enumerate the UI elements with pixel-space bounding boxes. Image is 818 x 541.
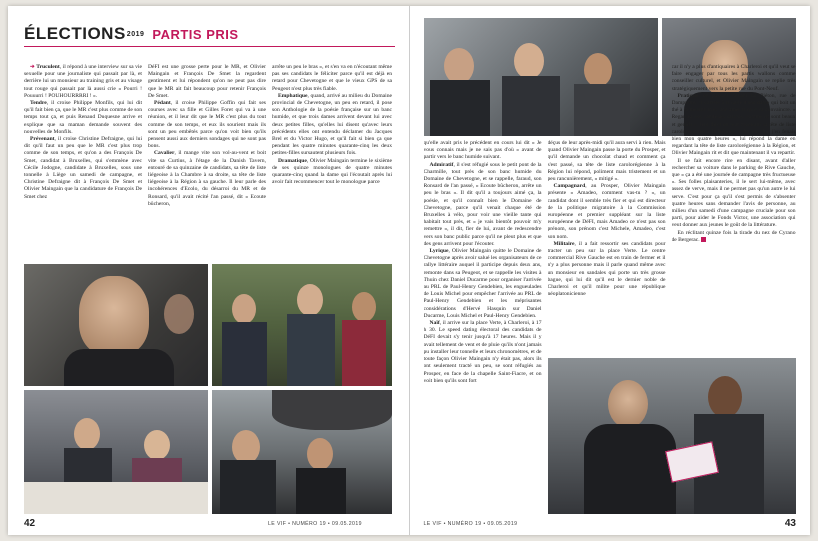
article-column-2: DéFI est une grosse perte pour le MR, et Olivier Maingain et François De Smet la regardent gentiment et lui répondent qu'on ne peut pas dire que le MR ait fait beaucoup pour retenir François De Smet. Pédant, il croise Philippe Goffin qui fait ses courses avec sa fille et Gilles Foret qui va à une réunion, et il leur dit que le MR c'est plus du tout comme de son temps, et eux ils sourient mais ils sont un peu embêtés parce qu'on voit bien qu'ils pensent aussi aux derniers sondages qui ne sont pas bons. Cavalier, il mange vite son vol-au-vent et boit vite sa Curtius, à l'étage de la Danish Tavern, entouré de sa quinzaine de candidats, sa tête de liste liégeoise à la Chambre à sa droite, sa tête de liste liégeoise à la Région à sa gauche. Il leur parle des incohérences d'Ecolo, du désarroi du MR et de Ronsard, qu'il avait récité l'an passé, dit « Ecoute bûcheron, bbox=[148, 64, 266, 207]
photo-street-leaflet bbox=[548, 358, 796, 514]
article-column-3: arrête un peu le bras », et s'en va en n'écoutant même pas ses candidats le féliciter parce qu'il est déjà en retard pour Chevetogne et que le vieux GPS de sa Peugeot n'est plus très fiable. Emphatique, quand, arrivé au milieu du Domaine provincial de Chevetogne, un peu en retard, il pose son Anthologie de la poésie française sur un banc humide, et que trois dames arrivent devant lui avec deux petites filles, qu'elles lui disent qu'avec leurs précédents elles ont entendu déclamer du Jacques Brel et du Victor Hugo, et qu'il fait si bien ça que pendant les quatre minutes quarante-cinq les deux petites-filles sursautent plusieurs fois. Dramatique, Olivier Maingain termine le sixième de ses quinze monologues de quatre minutes quarante-cinq quand la dame qui l'écoutait après lui avoir fait recommencer tout le monologue parce bbox=[272, 64, 392, 186]
photo-cafe-interior bbox=[424, 18, 658, 136]
article-column-5: déçus de leur après-midi qu'il aura servi à rien. Mais quand Olivier Maingain passe la porte du Prosper, et qu'il demande un chocolat chaud et comment ça s'est passé, sa tête de liste carolorégienne à la Région lui répond, poliment mais tristement et un peu rancunièrement, « mitigé ». Campagnard, au Prosper, Olivier Maingain présente « Amadeo, comment vas-tu ? », un candidat dont il semble très fier et qui est directeur de la politique migratoire à la Commission européenne et premier suppléant sur la liste européenne de DéFI, mais Amadeo ce n'est pas son prénom, son prénom c'est Michele, Amadeo, c'est son nom. Militaire, il a fait ressortir ses candidats pour tracter un peu sur la place Verte. Le centre commercial Rive Gauche est en train de fermer et il n'y a plus personne mais il parle quand même avec un monsieur en sandales qui porte un très grosse bague, qui lui dit qu'il est le dernier noble de Charleroi et qu'il milite pour une république néoplatonicienne bbox=[547, 140, 666, 298]
page-number-right: 43 bbox=[784, 518, 796, 529]
article-column-4: qu'elle avait pris le précédent en cours lui dit « Je vous connais mais je ne sais pas d'où » avant de partir vers le banc humide suivant. Admiratif, il s'est réfugié sous le petit pont de la Charmille, tout près de son banc humide du Domaine de Chevetogne, et se rappelle, faraud, son Ronsard de l'an passé, « Ecoute bûcheron, arrête un peu le bras ». Il dit qu'il a toujours aimé ça, la poésie, et qu'il connaît bien le Domaine de Chevetogne, parce qu'il venait chaque été de Bruxelles à vélo, pour voir une vieille tante qui habitait tout près, et « je vais bientôt pouvoir m'y remettre », il dit, fier de lui, avant de redescendre vers son banc public parce qu'il ne pleut plus et que des gens arrivent pour l'écouter. Lyrique, Olivier Maingain quitte le Domaine de Chevetogne après avoir salué les organisateurs de ce rallye littéraire auquel il participe depuis deux ans, remonte dans sa Peugeot, et se rappelle les visites à Thuin chez Daniel Ducarme pour organiser l'arrivée au PRL de Paul-Henry Gendebien, les engueulades de Louis Michel pour empêcher l'arrivée au PRL de Paul-Henry Gendebien et les méprisantes considérations d'Hervé Hasquin sur Daniel Ducarme, Louis Michel et Paul-Henry Gendebien. Naïf, il arrive sur la place Verte, à Charleroi, à 17 h 30. Le speed dating électoral des candidats de DéFI devait s'y tenir jusqu'à 17 heures. Mais il y avait tellement de vent et de pluie qu'ils n'ont jamais pu installer leur tonnelle et leurs chronomètres, et de toute façon Olivier Maingain n'y était pas, alors ils ont seulement tracté un peu, se sont réfugiés au Prosper, en face de la chapelle Saint-Fiacre, et on voit bien qu'ils sont fort bbox=[423, 140, 542, 384]
photo-umbrella-reading bbox=[212, 390, 392, 514]
photo-maingain-closeup bbox=[24, 264, 208, 386]
article-column-1: ➔ Truculent, il répond à une interview sur sa vie sexuelle pour une journaliste qui passait par là, et derrière lui un monsieur au training gris et au visage tout rouge qui passait par là aussi crie « Pourri ! Pouuurri ! POUHOURRRRI ! ». Tendre, il croise Philippe Monfils, qui lui dit qu'il fait bien ça, que le MR c'est plus comme de son temps tout ça, et puis Renaud Duquesne arrive et explique que sa maman demande souvent des nouvelles de Monfils. Prévenant, il croise Christine Defraigne, qui lui dit qu'il faut un peu que le MR c'est plus trop comme de son temps, et qu'on a des François De Smet, candidat à Bruxelles, qui s'emmène avec Cécile Jodogne, candidate à Bruxelles, sous une tonnelle à Liège un samedi de campagne, et Christine Defraigne dit à François De Smet et Olivier Maingain que la candidature de François De Smet chez bbox=[24, 64, 142, 200]
page-number-left: 42 bbox=[24, 518, 36, 529]
page-left bbox=[8, 6, 410, 535]
end-mark-icon bbox=[701, 237, 706, 242]
section-title: PARTIS PRIS bbox=[152, 26, 239, 42]
photo-tavern-table bbox=[24, 390, 208, 514]
photo-outdoor-group bbox=[212, 264, 392, 386]
header-rule bbox=[24, 46, 395, 47]
magazine-spread bbox=[8, 6, 810, 535]
elections-logo: ÉLECTIONS2019 bbox=[24, 24, 145, 43]
page-header bbox=[24, 24, 239, 44]
footer-right: LE VIF • NUMÉRO 19 • 09.05.2019 bbox=[423, 521, 518, 527]
arrow-icon: ➔ bbox=[30, 64, 35, 70]
footer-left: LE VIF • NUMÉRO 19 • 09.05.2019 bbox=[268, 521, 362, 527]
page-right bbox=[410, 6, 811, 535]
article-column-6: car il n'y a plus d'antiquaires à Charleroi et qu'il veut se faire engager par tous les partis wallons comme conseiller culturel, et Olivier Maingain se replie très stratégiquement vers la petite rue du Pont-Neuf. Pratique, en passant devant Le Piéton, rue de Dampremy, il s'arrête à la table d'une dame qui boit un thé à la menthe avec une amie et qu'il va convaincre. « Regardez nos candidats carolos, comme ils sont beaux et gentils », leur dit-il en leur montrant sa tête de liste carolorégienne à la Région. « Ah oui, lui, j'en fenais bien mon quatre heures », lui répond la dame en regardant la tête de liste carolorégienne à la Région, et Olivier Maingain rit et dit que maintenant il va repartir. Il se fait encore rire en disant, avant d'aller rechercher sa voiture dans le parking de Rive Gauche, que « ça a été une journée de campagne très fructueuse ». Ses folles plaisanteries, il le sert lui-même, avec assez de verve, mais il ne permet pas qu'un autre le lui serve. C'est pour ça qu'il s'est permis de s'absenter quatre heures sans demander l'avis de personne, au milieu d'un samedi d'une campagne cruciale pour son parti, pour aider le Fonds Victor, une association qui veut donner aux jeunes le goût de la littérature. En réclitant quinze fois la tirade du nez de Cyrano de Bergerac. bbox=[671, 64, 796, 243]
